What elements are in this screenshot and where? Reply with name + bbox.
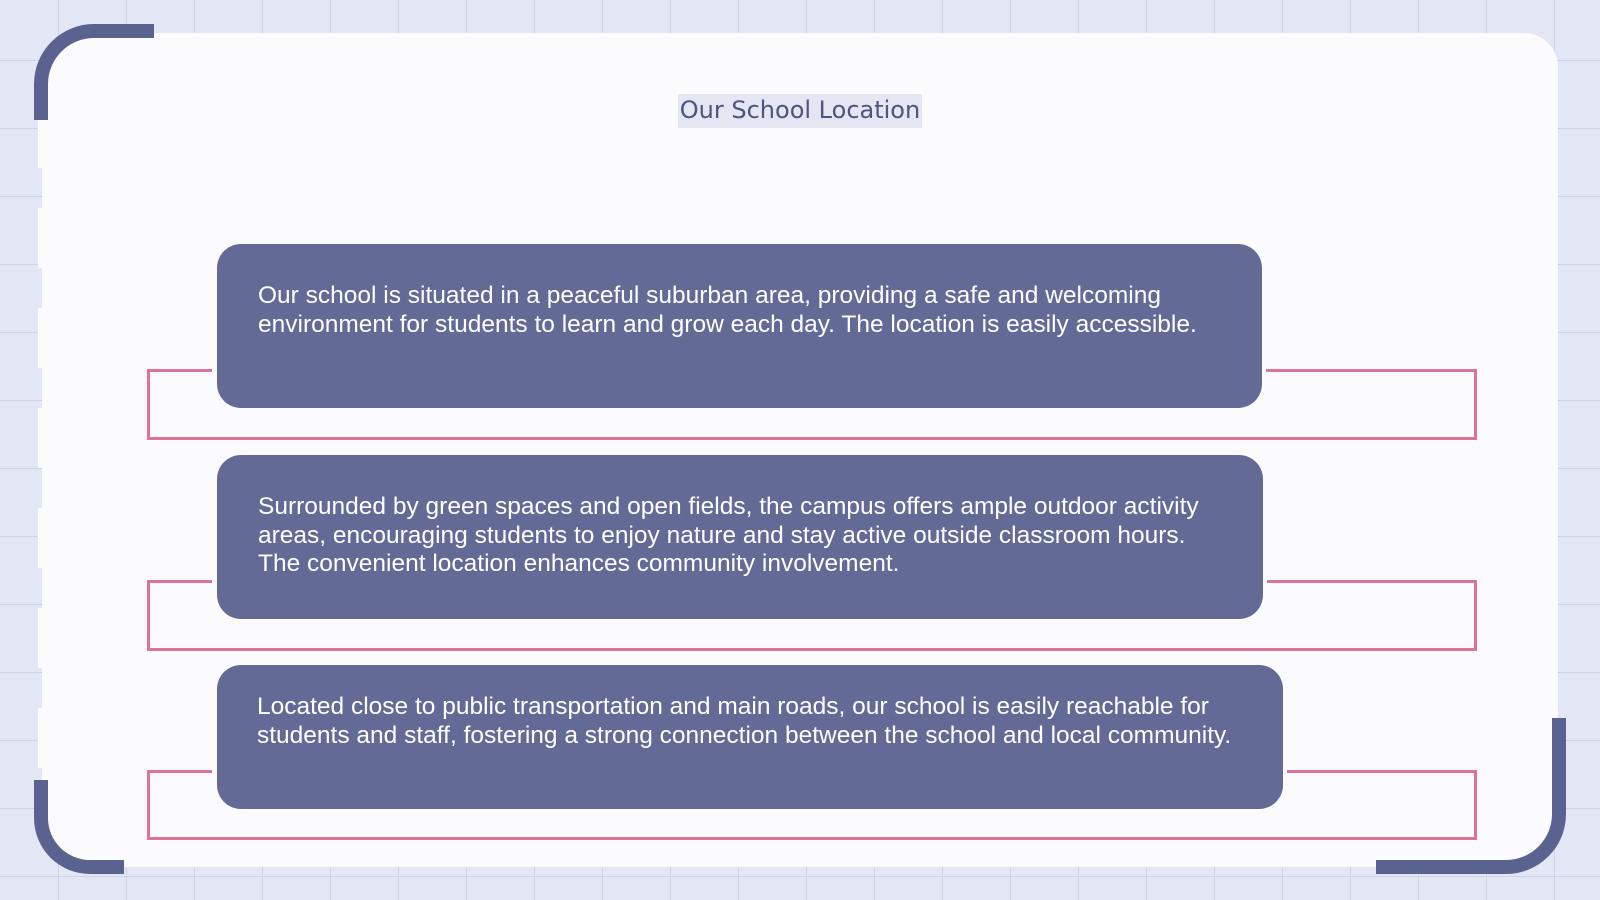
- info-card-1: [217, 244, 1262, 408]
- corner-bracket-bottom-left: [34, 780, 124, 874]
- slide-title-wrapper: [0, 94, 1600, 128]
- info-card-2: [217, 455, 1263, 619]
- info-card-text: Located close to public transportation and main roads, our school is easily reachable for students and staff, fostering a strong connection between the school and local community.: [257, 693, 1232, 749]
- info-card-3: [217, 665, 1283, 809]
- info-card-text: Surrounded by green spaces and open fields, the campus offers ample outdoor activity areas, encouraging students to enjoy nature and stay active outside classroom hours. The convenient location enhances community involvement.: [258, 493, 1199, 577]
- info-card-text: Our school is situated in a peaceful suburban area, providing a safe and welcoming environment for students to learn and grow each day. The location is easily accessible.: [258, 282, 1197, 338]
- slide-title: Our School Location: [678, 94, 922, 128]
